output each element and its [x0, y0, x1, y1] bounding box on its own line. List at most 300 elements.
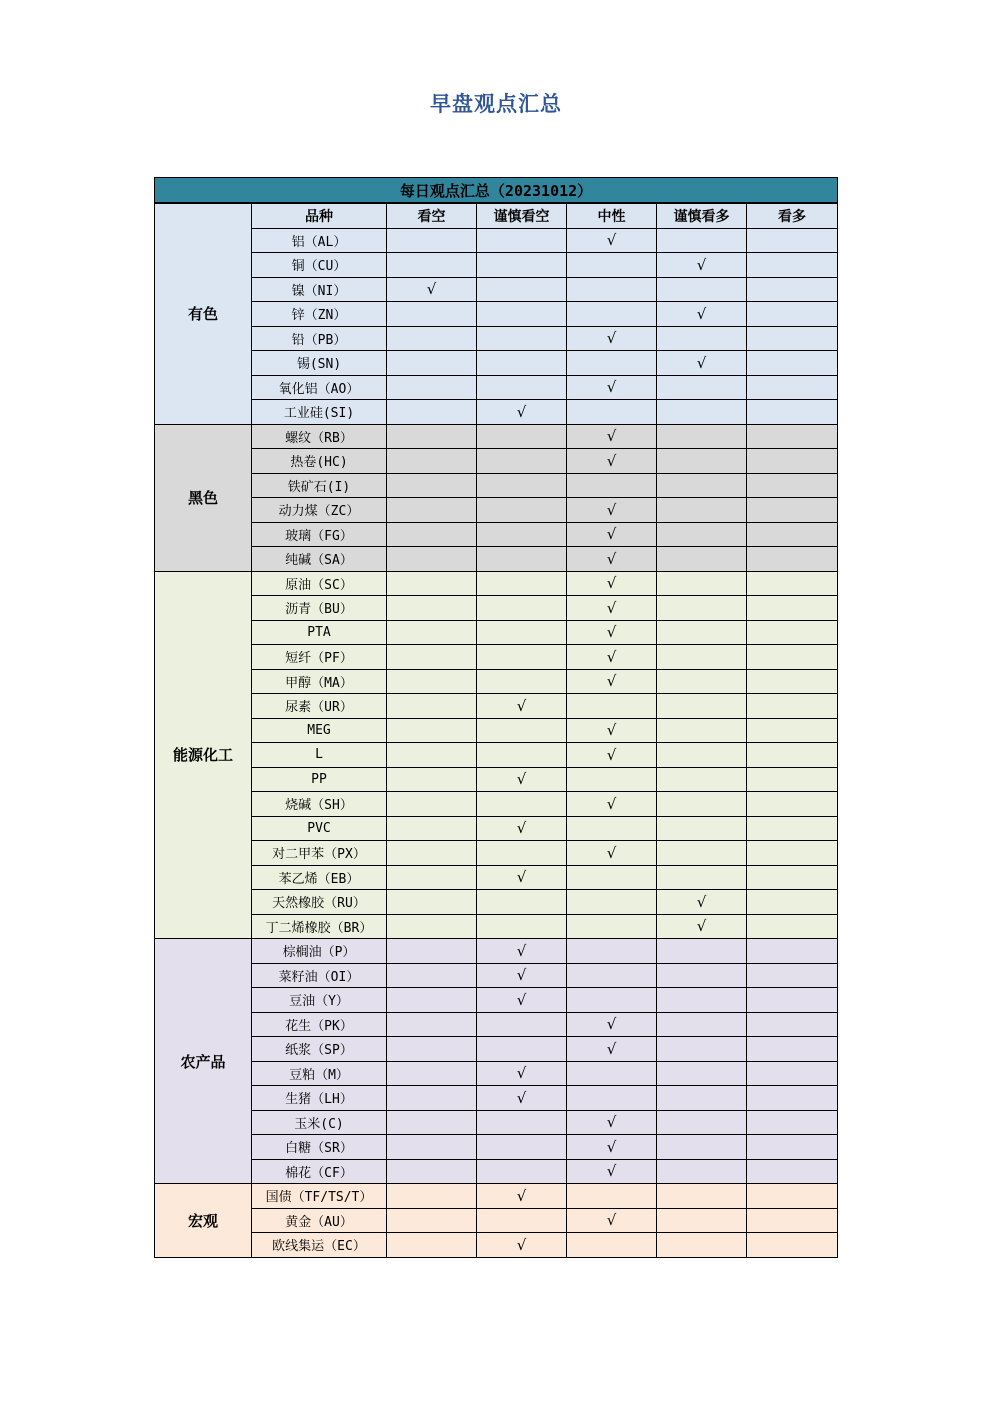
view-cell-bearish	[387, 1086, 477, 1111]
column-header: 中性	[567, 203, 657, 228]
view-cell-cautious-bullish	[657, 1110, 747, 1135]
column-header: 谨慎看空	[477, 203, 567, 228]
view-cell-cautious-bullish	[657, 718, 747, 743]
commodity-name: 热卷(HC)	[252, 449, 387, 474]
view-cell-bullish	[747, 375, 838, 400]
view-cell-cautious-bullish	[657, 1208, 747, 1233]
check-mark-icon: √	[516, 770, 527, 789]
view-cell-bearish	[387, 1233, 477, 1258]
table-row	[155, 890, 838, 915]
view-cell-cautious-bullish	[657, 865, 747, 890]
table-title: 每日观点汇总（20231012）	[155, 178, 838, 204]
check-mark-icon: √	[426, 280, 437, 299]
check-mark-icon: √	[516, 402, 527, 421]
commodity-name: 尿素（UR）	[252, 694, 387, 719]
view-cell-cautious-bearish	[477, 1061, 567, 1086]
view-cell-cautious-bearish	[477, 547, 567, 572]
check-mark-icon: √	[696, 917, 707, 936]
view-cell-neutral	[567, 669, 657, 694]
commodity-name: 国债（TF/TS/T）	[252, 1184, 387, 1209]
category-label: 宏观	[155, 1184, 252, 1258]
view-cell-cautious-bullish	[657, 767, 747, 792]
commodity-name: 铅（PB）	[252, 326, 387, 351]
view-cell-cautious-bullish	[657, 473, 747, 498]
view-cell-bullish	[747, 669, 838, 694]
view-cell-neutral	[567, 865, 657, 890]
check-mark-icon: √	[606, 721, 617, 740]
view-cell-neutral	[567, 694, 657, 719]
view-cell-bearish	[387, 547, 477, 572]
view-cell-cautious-bearish	[477, 1159, 567, 1184]
table-row	[155, 1135, 838, 1160]
view-cell-bullish	[747, 351, 838, 376]
check-mark-icon: √	[606, 574, 617, 593]
table-row	[155, 694, 838, 719]
view-cell-neutral	[567, 1208, 657, 1233]
view-cell-cautious-bearish	[477, 522, 567, 547]
view-cell-cautious-bearish	[477, 498, 567, 523]
commodity-name: 烧碱（SH）	[252, 792, 387, 817]
view-cell-cautious-bullish	[657, 914, 747, 939]
table-row	[155, 743, 838, 768]
view-cell-neutral	[567, 424, 657, 449]
view-cell-cautious-bullish	[657, 620, 747, 645]
view-cell-bullish	[747, 816, 838, 841]
view-cell-neutral	[567, 792, 657, 817]
view-cell-cautious-bearish	[477, 424, 567, 449]
view-cell-cautious-bullish	[657, 375, 747, 400]
view-cell-bearish	[387, 449, 477, 474]
view-cell-cautious-bullish	[657, 498, 747, 523]
view-cell-bearish	[387, 1208, 477, 1233]
view-cell-cautious-bearish	[477, 914, 567, 939]
check-mark-icon: √	[516, 1235, 527, 1254]
view-cell-bullish	[747, 718, 838, 743]
commodity-name: 铜（CU）	[252, 253, 387, 278]
view-cell-bullish	[747, 645, 838, 670]
view-cell-neutral	[567, 522, 657, 547]
view-cell-cautious-bullish	[657, 792, 747, 817]
view-cell-cautious-bearish	[477, 571, 567, 596]
view-cell-bearish	[387, 1184, 477, 1209]
table-row	[155, 1086, 838, 1111]
view-cell-cautious-bearish	[477, 1208, 567, 1233]
view-cell-bullish	[747, 1135, 838, 1160]
view-cell-bullish	[747, 865, 838, 890]
view-cell-neutral	[567, 596, 657, 621]
view-cell-bearish	[387, 694, 477, 719]
check-mark-icon: √	[516, 966, 527, 985]
check-mark-icon: √	[696, 255, 707, 274]
view-cell-bullish	[747, 522, 838, 547]
check-mark-icon: √	[606, 672, 617, 691]
view-cell-cautious-bearish	[477, 816, 567, 841]
table-row	[155, 473, 838, 498]
check-mark-icon: √	[516, 819, 527, 838]
table-row	[155, 1061, 838, 1086]
view-cell-cautious-bullish	[657, 326, 747, 351]
commodity-name: 菜籽油（OI）	[252, 963, 387, 988]
view-cell-cautious-bearish	[477, 596, 567, 621]
view-cell-bearish	[387, 841, 477, 866]
view-cell-bearish	[387, 1135, 477, 1160]
view-cell-cautious-bullish	[657, 571, 747, 596]
view-cell-bearish	[387, 939, 477, 964]
table-row	[155, 841, 838, 866]
view-cell-bullish	[747, 620, 838, 645]
table-row	[155, 669, 838, 694]
view-cell-neutral	[567, 498, 657, 523]
table-row	[155, 449, 838, 474]
view-cell-cautious-bearish	[477, 792, 567, 817]
check-mark-icon: √	[516, 1186, 527, 1205]
category-label: 黑色	[155, 424, 252, 571]
view-cell-bearish	[387, 743, 477, 768]
view-cell-cautious-bearish	[477, 375, 567, 400]
check-mark-icon: √	[516, 868, 527, 887]
table-row	[155, 939, 838, 964]
commodity-name: 短纤（PF）	[252, 645, 387, 670]
check-mark-icon: √	[516, 941, 527, 960]
view-cell-bullish	[747, 841, 838, 866]
commodity-name: 锌（ZN）	[252, 302, 387, 327]
view-cell-cautious-bullish	[657, 890, 747, 915]
view-cell-bearish	[387, 718, 477, 743]
view-cell-bearish	[387, 914, 477, 939]
check-mark-icon: √	[516, 1064, 527, 1083]
view-cell-bullish	[747, 914, 838, 939]
view-cell-bullish	[747, 449, 838, 474]
view-cell-cautious-bearish	[477, 743, 567, 768]
view-cell-cautious-bearish	[477, 449, 567, 474]
view-cell-cautious-bearish	[477, 253, 567, 278]
view-cell-bearish	[387, 767, 477, 792]
commodity-name: 豆油（Y）	[252, 988, 387, 1013]
view-cell-cautious-bullish	[657, 1233, 747, 1258]
view-cell-cautious-bearish	[477, 669, 567, 694]
check-mark-icon: √	[606, 1039, 617, 1058]
table-row	[155, 326, 838, 351]
check-mark-icon: √	[606, 525, 617, 544]
view-cell-neutral	[567, 1037, 657, 1062]
view-cell-cautious-bearish	[477, 1135, 567, 1160]
commodity-name: 锡(SN)	[252, 351, 387, 376]
view-cell-cautious-bullish	[657, 645, 747, 670]
view-cell-neutral	[567, 1086, 657, 1111]
table-row	[155, 1037, 838, 1062]
view-cell-neutral	[567, 571, 657, 596]
view-cell-bearish	[387, 1061, 477, 1086]
view-cell-neutral	[567, 375, 657, 400]
view-cell-cautious-bullish	[657, 1037, 747, 1062]
check-mark-icon: √	[606, 549, 617, 568]
view-cell-cautious-bullish	[657, 424, 747, 449]
table-row	[155, 522, 838, 547]
view-cell-bullish	[747, 1184, 838, 1209]
check-mark-icon: √	[606, 1162, 617, 1181]
check-mark-icon: √	[606, 231, 617, 250]
view-cell-cautious-bullish	[657, 400, 747, 425]
commodity-name: 甲醇（MA）	[252, 669, 387, 694]
column-header: 看多	[747, 203, 838, 228]
view-cell-neutral	[567, 449, 657, 474]
table-row	[155, 1233, 838, 1258]
column-header: 谨慎看多	[657, 203, 747, 228]
commodity-name: 纸浆（SP）	[252, 1037, 387, 1062]
category-label: 能源化工	[155, 571, 252, 939]
view-cell-neutral	[567, 890, 657, 915]
view-cell-bullish	[747, 424, 838, 449]
view-cell-cautious-bullish	[657, 816, 747, 841]
view-cell-bullish	[747, 694, 838, 719]
table-body	[155, 203, 838, 1257]
view-cell-neutral	[567, 473, 657, 498]
view-cell-bearish	[387, 1110, 477, 1135]
view-cell-neutral	[567, 253, 657, 278]
commodity-name: 棉花（CF）	[252, 1159, 387, 1184]
view-cell-cautious-bearish	[477, 718, 567, 743]
view-cell-bullish	[747, 767, 838, 792]
table-row	[155, 547, 838, 572]
view-cell-neutral	[567, 914, 657, 939]
table-row	[155, 865, 838, 890]
view-cell-bearish	[387, 326, 477, 351]
view-cell-neutral	[567, 277, 657, 302]
view-cell-neutral	[567, 1159, 657, 1184]
view-cell-cautious-bearish	[477, 1037, 567, 1062]
check-mark-icon: √	[606, 500, 617, 519]
header-row	[155, 203, 838, 228]
view-cell-cautious-bearish	[477, 302, 567, 327]
view-cell-bearish	[387, 473, 477, 498]
view-cell-cautious-bullish	[657, 253, 747, 278]
view-cell-neutral	[567, 400, 657, 425]
page-title: 早盘观点汇总	[430, 92, 562, 116]
commodity-name: 棕榈油（P）	[252, 939, 387, 964]
table-row	[155, 1110, 838, 1135]
view-cell-bearish	[387, 571, 477, 596]
view-cell-bullish	[747, 1233, 838, 1258]
view-cell-bullish	[747, 473, 838, 498]
check-mark-icon: √	[516, 1088, 527, 1107]
view-cell-bullish	[747, 253, 838, 278]
view-cell-cautious-bearish	[477, 963, 567, 988]
view-cell-neutral	[567, 743, 657, 768]
table-row	[155, 1184, 838, 1209]
table-row	[155, 1208, 838, 1233]
view-cell-cautious-bearish	[477, 988, 567, 1013]
table-row	[155, 302, 838, 327]
view-cell-cautious-bearish	[477, 400, 567, 425]
view-cell-bearish	[387, 890, 477, 915]
column-header: 品种	[252, 203, 387, 228]
check-mark-icon: √	[606, 329, 617, 348]
view-cell-cautious-bullish	[657, 1159, 747, 1184]
view-cell-cautious-bearish	[477, 473, 567, 498]
view-cell-bullish	[747, 743, 838, 768]
check-mark-icon: √	[606, 1211, 617, 1230]
view-cell-cautious-bearish	[477, 277, 567, 302]
check-mark-icon: √	[696, 353, 707, 372]
view-cell-bullish	[747, 1110, 838, 1135]
commodity-name: 黄金（AU）	[252, 1208, 387, 1233]
table-row	[155, 228, 838, 253]
view-cell-bearish	[387, 253, 477, 278]
view-cell-neutral	[567, 1110, 657, 1135]
view-cell-bullish	[747, 1037, 838, 1062]
view-cell-bullish	[747, 228, 838, 253]
view-cell-bullish	[747, 1086, 838, 1111]
view-cell-bearish	[387, 963, 477, 988]
view-cell-bearish	[387, 816, 477, 841]
view-cell-cautious-bearish	[477, 620, 567, 645]
view-cell-bearish	[387, 988, 477, 1013]
view-cell-bearish	[387, 375, 477, 400]
check-mark-icon: √	[606, 598, 617, 617]
commodity-name: 豆粕（M）	[252, 1061, 387, 1086]
view-cell-cautious-bearish	[477, 645, 567, 670]
commodity-name: L	[252, 743, 387, 768]
check-mark-icon: √	[606, 745, 617, 764]
view-cell-cautious-bullish	[657, 743, 747, 768]
check-mark-icon: √	[606, 1015, 617, 1034]
view-cell-bearish	[387, 669, 477, 694]
commodity-name: 螺纹（RB）	[252, 424, 387, 449]
view-cell-neutral	[567, 228, 657, 253]
view-cell-neutral	[567, 326, 657, 351]
table-row	[155, 767, 838, 792]
view-cell-bearish	[387, 792, 477, 817]
view-cell-cautious-bearish	[477, 326, 567, 351]
view-cell-neutral	[567, 302, 657, 327]
view-cell-bearish	[387, 620, 477, 645]
column-header: 看空	[387, 203, 477, 228]
view-cell-bullish	[747, 1159, 838, 1184]
table-row	[155, 400, 838, 425]
view-cell-cautious-bearish	[477, 1184, 567, 1209]
view-cell-cautious-bullish	[657, 522, 747, 547]
view-cell-bearish	[387, 302, 477, 327]
commodity-name: 原油（SC）	[252, 571, 387, 596]
table-row	[155, 571, 838, 596]
view-cell-bullish	[747, 400, 838, 425]
view-cell-cautious-bearish	[477, 1012, 567, 1037]
view-cell-neutral	[567, 718, 657, 743]
view-cell-bullish	[747, 1208, 838, 1233]
view-cell-neutral	[567, 1233, 657, 1258]
view-cell-neutral	[567, 351, 657, 376]
table-row	[155, 596, 838, 621]
commodity-name: 对二甲苯（PX）	[252, 841, 387, 866]
view-cell-bullish	[747, 988, 838, 1013]
view-cell-bearish	[387, 424, 477, 449]
commodity-name: PTA	[252, 620, 387, 645]
view-cell-bearish	[387, 498, 477, 523]
check-mark-icon: √	[606, 1137, 617, 1156]
view-cell-neutral	[567, 547, 657, 572]
view-cell-bearish	[387, 1037, 477, 1062]
view-cell-bearish	[387, 228, 477, 253]
view-cell-cautious-bullish	[657, 939, 747, 964]
view-cell-bearish	[387, 522, 477, 547]
table-row	[155, 963, 838, 988]
table-row	[155, 253, 838, 278]
commodity-name: 沥青（BU）	[252, 596, 387, 621]
commodity-name: 氧化铝（AO）	[252, 375, 387, 400]
check-mark-icon: √	[696, 304, 707, 323]
commodity-name: 天然橡胶（RU）	[252, 890, 387, 915]
view-cell-bearish	[387, 351, 477, 376]
view-cell-cautious-bullish	[657, 1184, 747, 1209]
commodity-name: 欧线集运（EC）	[252, 1233, 387, 1258]
view-cell-cautious-bullish	[657, 351, 747, 376]
view-cell-bullish	[747, 302, 838, 327]
commodity-name: 白糖（SR）	[252, 1135, 387, 1160]
view-cell-cautious-bullish	[657, 1061, 747, 1086]
check-mark-icon: √	[606, 378, 617, 397]
table-row	[155, 914, 838, 939]
view-cell-cautious-bullish	[657, 694, 747, 719]
table-row	[155, 277, 838, 302]
view-cell-bearish	[387, 645, 477, 670]
table-row	[155, 375, 838, 400]
view-cell-neutral	[567, 816, 657, 841]
check-mark-icon: √	[516, 990, 527, 1009]
table-row	[155, 718, 838, 743]
view-cell-cautious-bearish	[477, 767, 567, 792]
view-cell-cautious-bullish	[657, 277, 747, 302]
view-cell-cautious-bearish	[477, 1110, 567, 1135]
view-cell-cautious-bearish	[477, 890, 567, 915]
category-label: 有色	[155, 203, 252, 424]
commodity-name: MEG	[252, 718, 387, 743]
view-cell-neutral	[567, 841, 657, 866]
view-cell-neutral	[567, 1061, 657, 1086]
commodity-name: 铝（AL）	[252, 228, 387, 253]
view-cell-cautious-bullish	[657, 669, 747, 694]
view-cell-cautious-bullish	[657, 841, 747, 866]
view-cell-cautious-bullish	[657, 1135, 747, 1160]
commodity-name: 纯碱（SA）	[252, 547, 387, 572]
views-table-container	[154, 177, 837, 1258]
commodity-name: PVC	[252, 816, 387, 841]
check-mark-icon: √	[606, 843, 617, 862]
view-cell-bearish	[387, 865, 477, 890]
view-cell-neutral	[567, 1135, 657, 1160]
table-row	[155, 1159, 838, 1184]
view-cell-bearish	[387, 596, 477, 621]
view-cell-neutral	[567, 963, 657, 988]
table-row	[155, 816, 838, 841]
view-cell-cautious-bearish	[477, 939, 567, 964]
view-cell-bullish	[747, 1061, 838, 1086]
view-cell-neutral	[567, 620, 657, 645]
view-cell-bullish	[747, 326, 838, 351]
table-row	[155, 424, 838, 449]
category-label: 农产品	[155, 939, 252, 1184]
view-cell-neutral	[567, 767, 657, 792]
view-cell-bullish	[747, 571, 838, 596]
views-summary-table	[154, 177, 838, 1258]
view-cell-cautious-bearish	[477, 841, 567, 866]
view-cell-cautious-bullish	[657, 1012, 747, 1037]
table-row	[155, 792, 838, 817]
view-cell-bullish	[747, 963, 838, 988]
commodity-name: 玉米(C)	[252, 1110, 387, 1135]
check-mark-icon: √	[606, 623, 617, 642]
view-cell-bullish	[747, 1012, 838, 1037]
commodity-name: 苯乙烯（EB）	[252, 865, 387, 890]
